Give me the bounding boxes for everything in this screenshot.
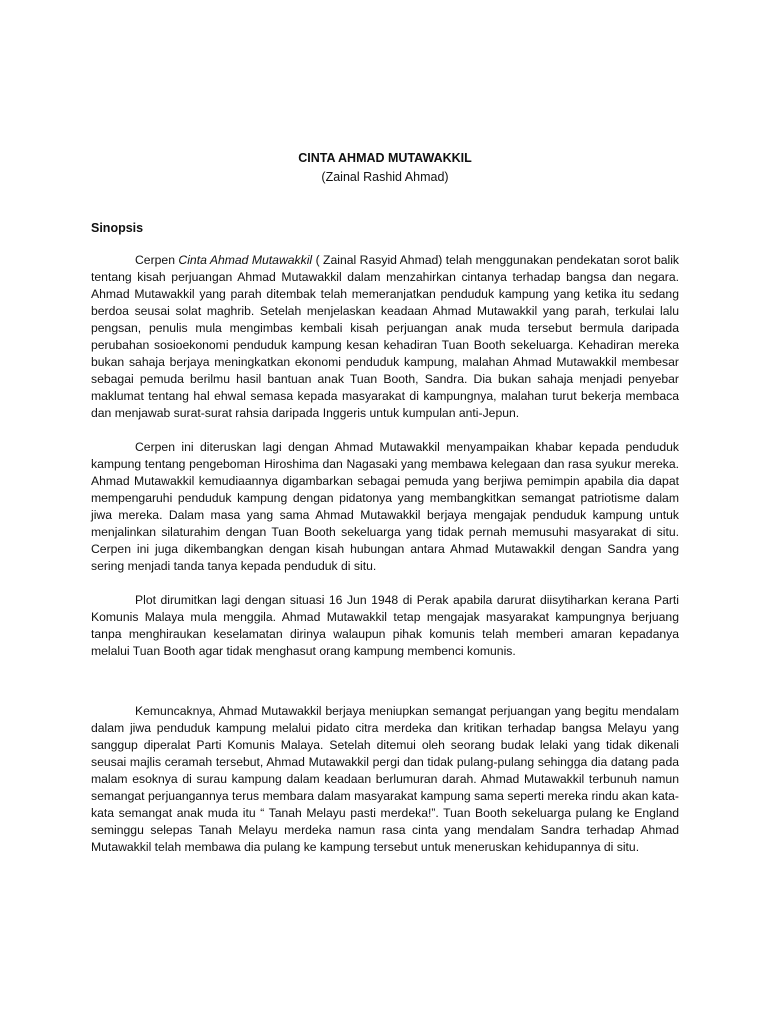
document-page xyxy=(91,150,679,856)
paragraph-1-lead: Cerpen xyxy=(135,253,179,267)
story-title-italic: Cinta Ahmad Mutawakkil xyxy=(178,253,313,267)
paragraph-1-rest: ( Zainal Rasyid Ahmad) telah menggunakan pendekatan sorot balik tentang kisah perjuangan Ahmad Mutawakkil dalam menzahirkan cintanya terhadap bangsa dan negara. Ahmad Mutawakkil yang parah ditembak telah memeranjatkan penduduk kampung yang ketika itu sedang berdoa seusai solat maghrib. Setelah menjelaskan keadaan Ahmad Mutawakkil yang parah, terkulai lalu pengsan, penulis mula mengimbas kembali kisah perjuangan anak muda tersebut bermula daripada perubahan sosioekonomi penduduk kampung kesan kehadiran Tuan Booth sekeluarga. Kehadiran mereka bukan sahaja berjaya meningkatkan ekonomi penduduk kampung, malahan Ahmad Mutawakkil membesar sebagai pemuda berilmu hasil bantuan anak Tuan Booth, Sandra. Dia bukan sahaja menjadi penyebar maklumat tentang hal ehwal semasa kepada masyarakat di kampungnya, malahan turut bekerja membaca dan menjawab surat-surat rahsia daripada Inggeris untuk kumpulan anti-Jepun. xyxy=(91,253,680,420)
paragraph-2: Cerpen ini diteruskan lagi dengan Ahmad Mutawakkil menyampaikan khabar kepada penduduk kampung tentang pengeboman Hiroshima dan Nagasaki yang membawa kelegaan dan rasa syukur mereka. Ahmad Mutawakkil kemudiaannya digambarkan sebagai pemuda yang berjiwa pemimpin apabila dia dapat mempengaruhi penduduk kampung dengan pidatonya yang membangkitkan semangat patriotisme dalam jiwa mereka. Dalam masa yang sama Ahmad Mutawakkil berjaya mengajak penduduk kampung untuk menjalinkan silaturahim dengan Tuan Booth sekeluarga yang tidak pernah memusuhi masyarakat di situ. Cerpen ini juga dikembangkan dengan kisah hubungan antara Ahmad Mutawakkil dengan Sandra yang sering menjadi tanda tanya kepada penduduk di situ. xyxy=(91,440,679,573)
section-heading: Sinopsis xyxy=(91,221,144,235)
document-author: (Zainal Rashid Ahmad) xyxy=(321,170,449,184)
paragraph-4: Kemuncaknya, Ahmad Mutawakkil berjaya meniupkan semangat perjuangan yang begitu mendalam dalam jiwa penduduk kampung melalui pidato citra merdeka dan kritikan terhadap bangsa Melayu yang sanggup diperalat Parti Komunis Malaya. Setelah ditemui oleh seorang budak lelaki yang tidak dikenali seusai majlis ceramah tersebut, Ahmad Mutawakkil pergi dan tidak pulang-pulang sehingga dia datang pada malam esoknya di surau kampung dalam keadaan berlumuran darah. Ahmad Mutawakkil terbunuh namun semangat perjuangannya terus membara dalam masyarakat kampung sama seperti mereka rindu akan kata-kata semangat anak muda itu “ Tanah Melayu pasti merdeka!”. Tuan Booth sekeluarga pulang ke England seminggu selepas Tanah Melayu merdeka namun rasa cinta yang mendalam Sandra terhadap Ahmad Mutawakkil telah membawa dia pulang ke kampung tersebut untuk meneruskan kehidupannya di situ. xyxy=(91,704,679,854)
paragraph-1 xyxy=(91,252,679,422)
document-title: CINTA AHMAD MUTAWAKKIL xyxy=(298,151,472,165)
paragraph-3: Plot dirumitkan lagi dengan situasi 16 Jun 1948 di Perak apabila darurat diisytiharkan kerana Parti Komunis Malaya mula menggila. Ahmad Mutawakkil tetap mengajak masyarakat kampungnya berjuang tanpa menghiraukan keselamatan dirinya walaupun pihak komunis telah memberi amaran kepadanya melalui Tuan Booth agar tidak menghasut orang kampung membenci komunis. xyxy=(91,593,679,658)
